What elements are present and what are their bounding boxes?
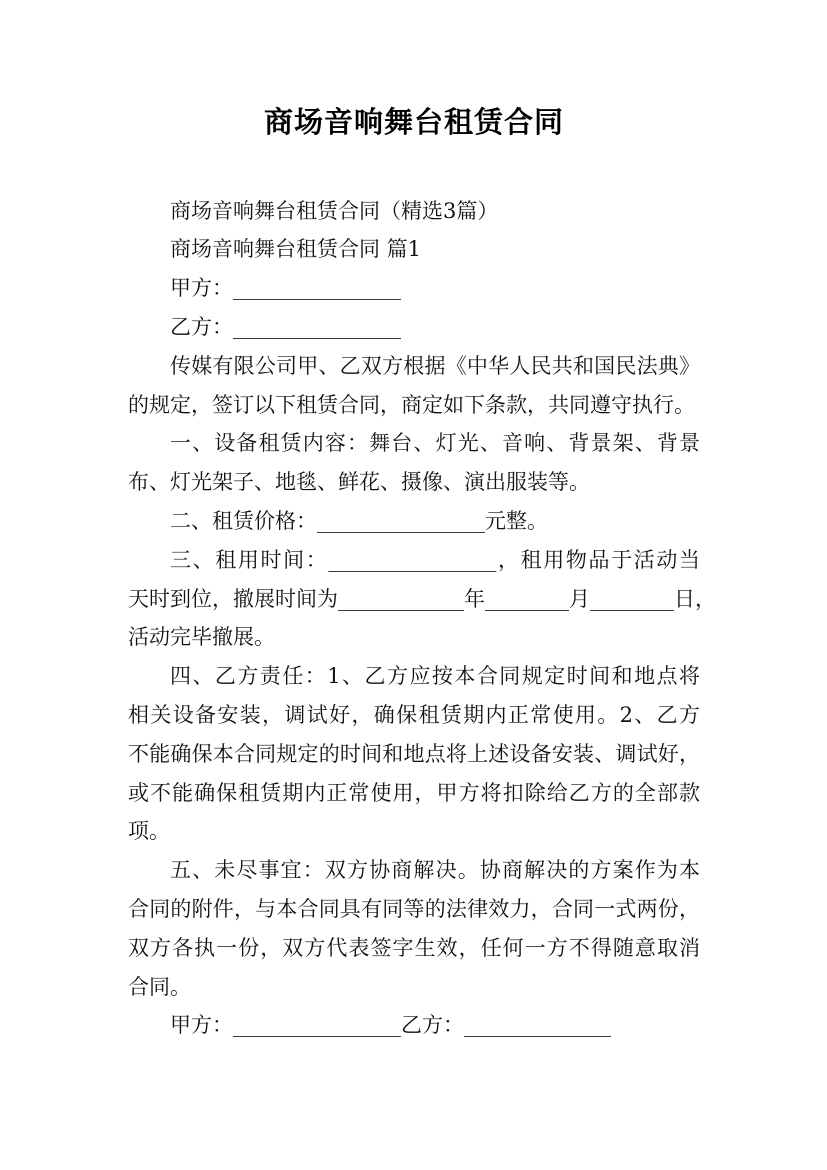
paragraph-line: 布、灯光架子、地毯、鲜花、摄像、演出服装等。 bbox=[128, 470, 590, 495]
paragraph-line: 天时到位，撤展时间为____________年________月________日， bbox=[128, 586, 716, 611]
paragraph-line: 的规定，签订以下租赁合同，商定如下条款，共同遵守执行。 bbox=[128, 392, 695, 417]
paragraph-line: 一、设备租赁内容：舞台、灯光、音响、背景架、背景 bbox=[170, 431, 700, 456]
paragraph-line: 或不能确保租赁期内正常使用，甲方将扣除给乙方的全部款 bbox=[128, 780, 700, 805]
signature-line: 甲方：________________乙方：______________ bbox=[170, 1013, 611, 1038]
clause-2-paragraph bbox=[128, 502, 700, 541]
document-title: 商场音响舞台租赁合同 bbox=[263, 105, 564, 139]
article-heading: 商场音响舞台租赁合同 篇1 bbox=[170, 237, 422, 262]
paragraph-line: 四、乙方责任：1、乙方应按本合同规定时间和地点将 bbox=[170, 664, 700, 689]
paragraph-line: 项。 bbox=[128, 819, 170, 844]
paragraph-line: 三、租用时间：________________，租用物品于活动当 bbox=[170, 547, 700, 572]
party-b-field: 乙方：________________ bbox=[170, 314, 401, 339]
clause-4-paragraph bbox=[128, 657, 700, 851]
paragraph-line: 双方各执一份，双方代表签字生效，任何一方不得随意取消 bbox=[128, 935, 700, 960]
preamble-paragraph bbox=[128, 347, 700, 425]
paragraph-line: 不能确保本合同规定的时间和地点将上述设备安装、调试好， bbox=[128, 741, 700, 766]
paragraph-line: 二、租赁价格：________________元整。 bbox=[170, 508, 548, 533]
document-body bbox=[128, 192, 716, 1046]
collection-heading: 商场音响舞台租赁合同（精选3篇） bbox=[170, 198, 499, 223]
paragraph-line: 相关设备安装，调试好，确保租赁期内正常使用。2、乙方 bbox=[128, 702, 700, 727]
paragraph-line: 合同的附件，与本合同具有同等的法律效力，合同一式两份， bbox=[128, 896, 700, 921]
clause-1-paragraph bbox=[128, 424, 700, 502]
clause-5-paragraph bbox=[128, 851, 700, 1006]
party-a-field: 甲方：________________ bbox=[170, 276, 401, 301]
paragraph-line: 五、未尽事宜：双方协商解决。协商解决的方案作为本 bbox=[170, 858, 700, 883]
paragraph-line: 活动完毕撤展。 bbox=[128, 625, 275, 650]
paragraph-line: 传媒有限公司甲、乙双方根据《中华人民共和国民法典》 bbox=[170, 353, 700, 378]
paragraph-line: 合同。 bbox=[128, 974, 191, 999]
clause-3-paragraph bbox=[128, 541, 716, 657]
